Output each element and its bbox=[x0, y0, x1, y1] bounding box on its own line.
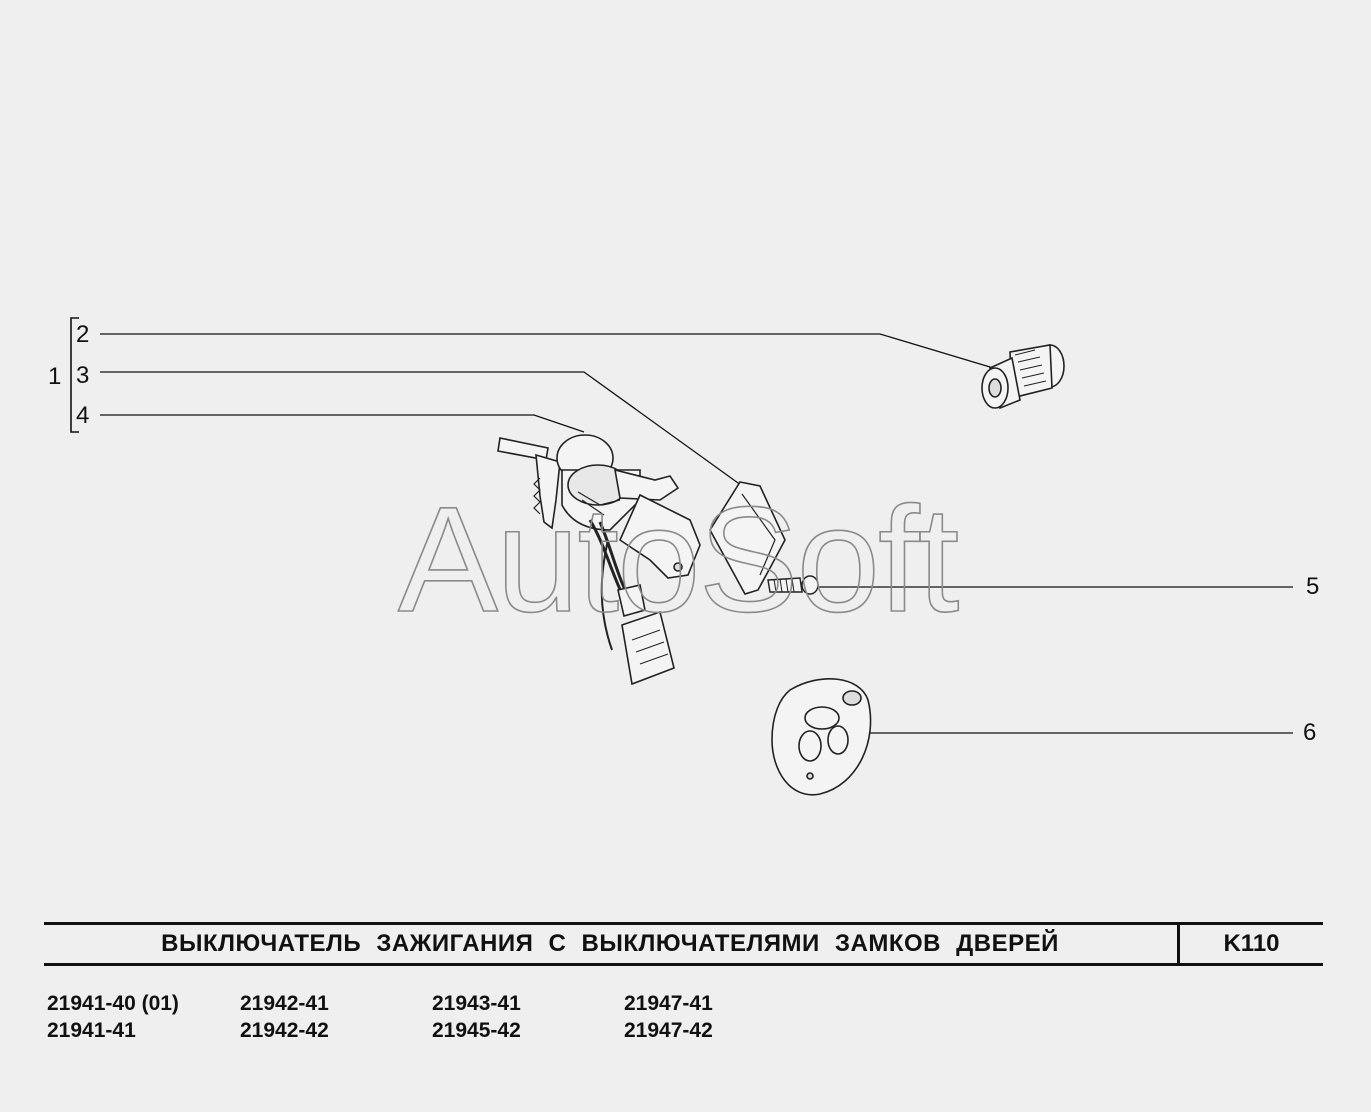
leader-line-4 bbox=[100, 415, 584, 432]
switch-cover-part bbox=[710, 482, 785, 594]
model-code: 21941-40 (01) bbox=[47, 992, 179, 1015]
model-code: 21947-41 bbox=[624, 992, 713, 1015]
screw-part bbox=[768, 576, 818, 594]
callout-2: 2 bbox=[76, 321, 90, 348]
leader-line-2 bbox=[100, 334, 1000, 370]
callout-3: 3 bbox=[76, 362, 90, 389]
callout-4: 4 bbox=[76, 402, 90, 429]
model-code: 21941-41 bbox=[47, 1019, 136, 1042]
callout-group-1: 1 bbox=[48, 363, 62, 390]
leader-lines bbox=[100, 334, 1293, 733]
remote-key-fob-part bbox=[772, 679, 871, 795]
callout-5: 5 bbox=[1306, 573, 1320, 600]
model-code: 21945-42 bbox=[432, 1019, 521, 1042]
model-code: 21943-41 bbox=[432, 992, 521, 1015]
title-bar bbox=[44, 922, 1323, 966]
ignition-switch-part bbox=[498, 435, 700, 684]
lock-cylinder-part bbox=[982, 345, 1064, 408]
page-code: K110 bbox=[1223, 930, 1280, 957]
model-code: 21947-42 bbox=[624, 1019, 713, 1042]
model-code: 21942-41 bbox=[240, 992, 329, 1015]
model-code: 21942-42 bbox=[240, 1019, 329, 1042]
leader-line-3 bbox=[100, 372, 745, 488]
page-title: ВЫКЛЮЧАТЕЛЬ ЗАЖИГАНИЯ С ВЫКЛЮЧАТЕЛЯМИ ЗАМКОВ ДВЕРЕЙ bbox=[161, 930, 1059, 957]
callout-6: 6 bbox=[1303, 719, 1317, 746]
